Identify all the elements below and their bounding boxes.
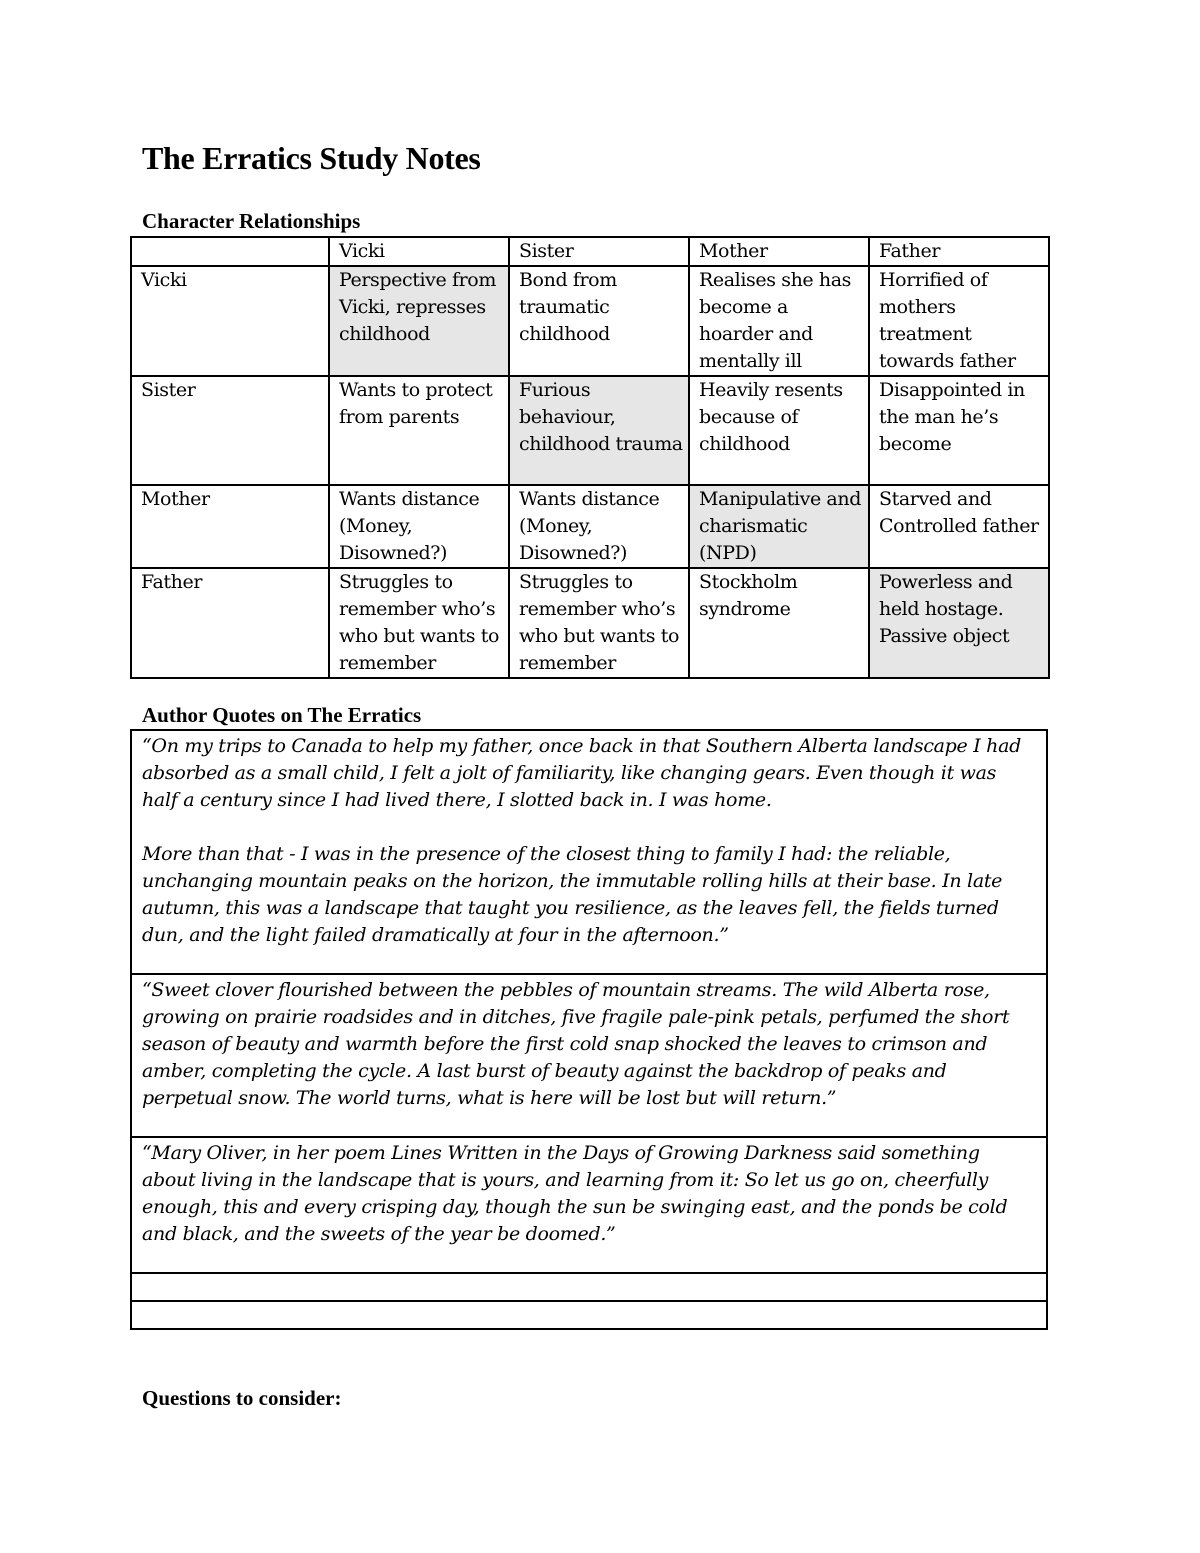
row-label: Vicki — [131, 266, 329, 376]
empty-row — [131, 1301, 1047, 1329]
table-row-mother — [131, 485, 1049, 568]
table-cell: Starved and Controlled father — [869, 485, 1049, 568]
header-cell-empty — [131, 237, 329, 266]
questions-heading: Questions to consider: — [142, 1386, 342, 1410]
table-row-vicki — [131, 266, 1049, 376]
table-row-father — [131, 568, 1049, 678]
table-cell: Manipulative and charismatic (NPD) — [689, 485, 869, 568]
table-cell: Bond from traumatic childhood — [509, 266, 689, 376]
page-title: The Erratics Study Notes — [142, 140, 481, 176]
quotes-heading: Author Quotes on The Erratics — [142, 703, 422, 727]
empty-cell — [131, 1273, 1047, 1301]
quotes-table — [130, 729, 1048, 1330]
quote-row — [131, 730, 1047, 974]
table-cell: Realises she has become a hoarder and mentally ill — [689, 266, 869, 376]
table-cell: Disappointed in the man he’s become — [869, 376, 1049, 485]
paragraph-gap — [142, 814, 1036, 841]
quote-paragraph: “Sweet clover flourished between the pebbles of mountain streams. The wild Alberta rose, growing on prairie roadsides and in ditches, five fragile pale-pink petals, perfumed the short season of beauty and warmth before the first cold snap shocked the leaves to crimson and amber, completing the cycle. A last burst of beauty against the backdrop of peaks and perpetual snow. The world turns, what is here will be lost but will return.” — [142, 979, 1010, 1109]
table-cell: Struggles to remember who’s who but wants to remember — [329, 568, 509, 678]
table-cell: Perspective from Vicki, represses childhood — [329, 266, 509, 376]
quote-row — [131, 1137, 1047, 1273]
quote-paragraph: More than that - I was in the presence of the closest thing to family I had: the reliable, unchanging mountain peaks on the horizon, the immutable rolling hills at their base. In late autumn, this was a landscape that taught you resilience, as the leaves fell, the fields turned dun, and the light failed dramatically at four in the afternoon.” — [142, 843, 1003, 946]
row-label: Father — [131, 568, 329, 678]
table-header-row — [131, 237, 1049, 266]
table-cell: Heavily resents because of childhood — [689, 376, 869, 485]
row-label: Mother — [131, 485, 329, 568]
row-label: Sister — [131, 376, 329, 485]
quote-cell — [131, 730, 1047, 974]
quote-row — [131, 974, 1047, 1137]
table-row-sister — [131, 376, 1049, 485]
relationships-table — [130, 236, 1050, 679]
table-cell: Stockholm syndrome — [689, 568, 869, 678]
quote-paragraph: “Mary Oliver, in her poem Lines Written in the Days of Growing Darkness said something about living in the landscape that is yours, and learning from it: So let us go on, cheerfully enough, this and every crisping day, though the sun be swinging east, and the ponds be cold and black, and the sweets of the year be doomed.” — [142, 1142, 1008, 1245]
quote-cell — [131, 1137, 1047, 1273]
empty-cell — [131, 1301, 1047, 1329]
quote-paragraph: “On my trips to Canada to help my father, once back in that Southern Alberta landscape I had absorbed as a small child, I felt a jolt of familiarity, like changing gears. Even though it was half a century since I had lived there, I slotted back in. I was home. — [142, 735, 1022, 811]
table-cell: Wants to protect from parents — [329, 376, 509, 485]
table-cell: Wants distance (Money, Disowned?) — [509, 485, 689, 568]
quote-cell — [131, 974, 1047, 1137]
header-cell-father: Father — [869, 237, 1049, 266]
relationships-heading: Character Relationships — [142, 209, 361, 233]
table-cell: Struggles to remember who’s who but wants to remember — [509, 568, 689, 678]
table-cell: Horrified of mothers treatment towards father — [869, 266, 1049, 376]
table-cell: Furious behaviour, childhood trauma — [509, 376, 689, 485]
table-cell: Wants distance (Money, Disowned?) — [329, 485, 509, 568]
header-cell-vicki: Vicki — [329, 237, 509, 266]
empty-row — [131, 1273, 1047, 1301]
table-cell: Powerless and held hostage. Passive object — [869, 568, 1049, 678]
header-cell-sister: Sister — [509, 237, 689, 266]
header-cell-mother: Mother — [689, 237, 869, 266]
